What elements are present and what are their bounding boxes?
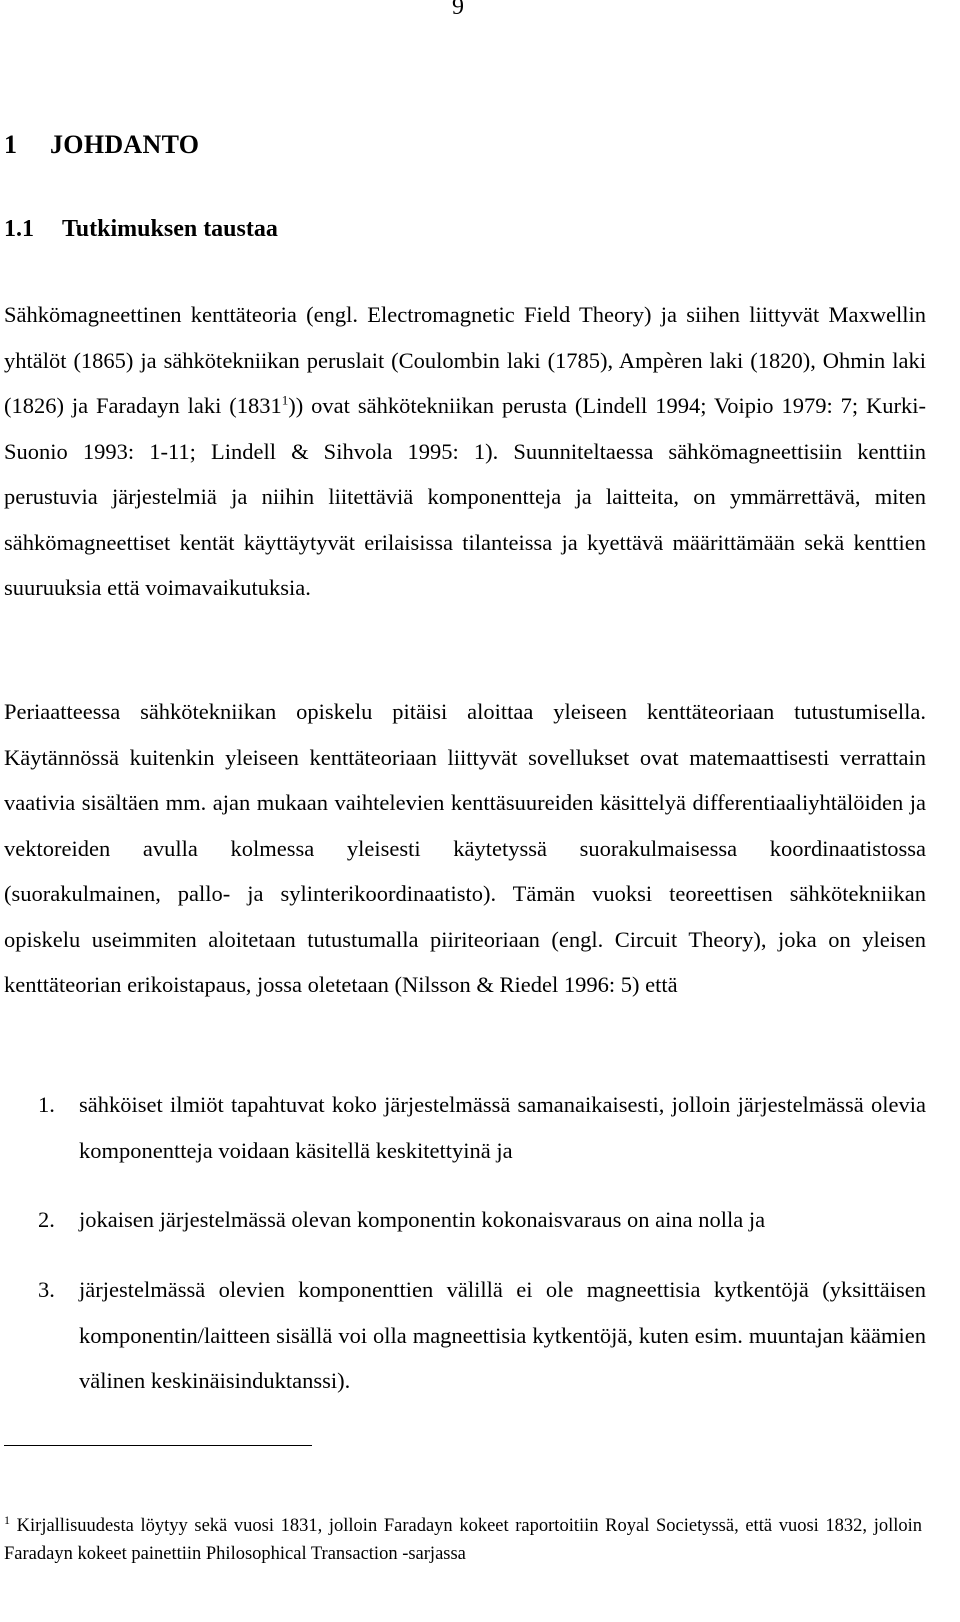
list-item — [38, 1197, 926, 1243]
footnote-divider — [4, 1445, 312, 1446]
footnote — [4, 1512, 922, 1568]
paragraph-circuit-theory: Periaatteessa sähkötekniikan opiskelu pitäisi aloittaa yleiseen kenttäteoriaan tutustumisella. Käytännössä kuitenkin yleiseen kenttäteoriaan liittyvät sovellukset ovat matemaattisesti verrattain vaativia sisältäen mm. ajan mukaan vaihtelevien kenttäsuureiden käsittelyä differentiaaliyhtälöiden ja vektoreiden avulla kolmessa yleisesti käytetyssä suorakulmaisessa koordinaatistossa (suorakulmainen, pallo- ja sylinterikoordinaatisto). Tämän vuoksi teoreettisen sähkötekniikan opiskelu useimmiten aloitetaan tutustumalla piiriteoriaan (engl. Circuit Theory), joka on yleisen kenttäteorian erikoistapaus, jossa oletetaan (Nilsson & Riedel 1996: 5) että — [4, 699, 926, 997]
list-marker: 3. — [38, 1277, 55, 1302]
paragraph-intro — [4, 292, 926, 611]
chapter-title: JOHDANTO — [50, 130, 200, 159]
list-item — [38, 1267, 926, 1404]
list-marker: 2. — [38, 1207, 55, 1232]
assumption-list-item-2 — [38, 1197, 926, 1243]
footnote-marker: 1 — [4, 1512, 10, 1527]
assumption-list-item-1 — [38, 1082, 926, 1173]
chapter-heading — [4, 130, 199, 160]
assumption-list-item-3 — [38, 1267, 926, 1404]
list-marker: 1. — [38, 1092, 55, 1117]
list-item-text: sähköiset ilmiöt tapahtuvat koko järjestelmässä samanaikaisesti, jolloin järjestelmässä olevia komponentteja voidaan käsitellä keskitettyinä ja — [79, 1092, 926, 1163]
chapter-number: 1 — [4, 130, 18, 159]
section-heading — [4, 216, 278, 243]
page-number: 9 — [452, 0, 464, 20]
list-item-text: jokaisen järjestelmässä olevan komponentin kokonaisvaraus on aina nolla ja — [79, 1207, 766, 1232]
list-item-text: järjestelmässä olevien komponenttien välillä ei ole magneettisia kytkentöjä (yksittäisen komponentin/laitteen sisällä voi olla magneettisia kytkentöjä, kuten esim. muuntajan käämien välinen keskinäisinduktanssi). — [79, 1277, 926, 1393]
section-title: Tutkimuksen taustaa — [62, 216, 278, 242]
paragraph-intro-part2: )) ovat sähkötekniikan perusta (Lindell 1994; Voipio 1979: 7; Kurki-Suonio 1993: 1-11; Lindell & Sihvola 1995: 1). Suunniteltaessa sähkömagneettisiin kenttiin perustuvia järjestelmiä ja niihin liitettäviä komponentteja ja laitteita, on ymmärrettävä, miten sähkömagneettiset kentät käyttäytyvät erilaisissa tilanteissa ja kyettävä määrittämään sekä kenttien suuruuksia että voimavaikutuksia. — [4, 393, 927, 600]
footnote-text: Kirjallisuudesta löytyy sekä vuosi 1831, jolloin Faradayn kokeet raportoitiin Royal Societyssä, että vuosi 1832, jolloin Faradayn kokeet painettiin Philosophical Transaction -sarjassa — [4, 1516, 923, 1564]
section-number: 1.1 — [4, 216, 34, 242]
paragraph-intro-part1: Sähkömagneettinen kenttäteoria (engl. Electromagnetic Field Theory) ja siihen liittyvät Maxwellin yhtälöt (1865) ja sähkötekniikan peruslait (Coulombin laki (1785), Ampèren laki (1820), Ohmin laki (1826) ja Faradayn laki (1831 — [4, 302, 926, 418]
footnote-reference: 1 — [281, 392, 289, 408]
list-item — [38, 1082, 926, 1173]
